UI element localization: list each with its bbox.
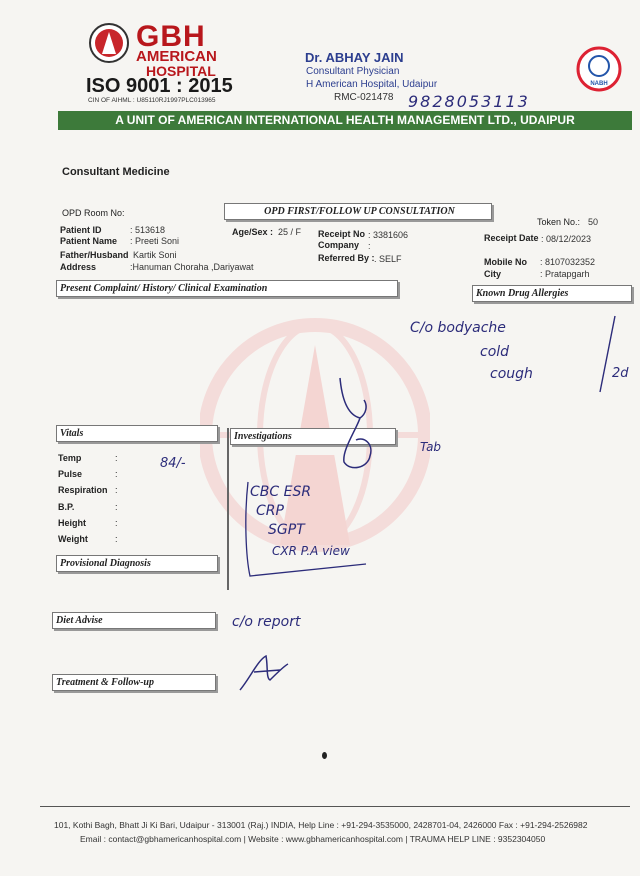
age-sex-label: Age/Sex : xyxy=(232,227,274,237)
complaint-handwriting-3: cough xyxy=(490,366,533,382)
brand-line-american: AMERICAN xyxy=(136,48,217,65)
section-vitals: Vitals xyxy=(56,425,218,442)
vital-respiration-label: Respiration xyxy=(58,485,108,495)
section-treatment: Treatment & Follow-up xyxy=(52,674,216,691)
investigation-line-1: CBC ESR xyxy=(250,484,312,500)
complaint-handwriting-1: C/o bodyache xyxy=(410,320,506,336)
vertical-divider xyxy=(227,428,229,590)
doctor-title: Consultant Physician xyxy=(306,66,400,77)
complaint-handwriting-2: cold xyxy=(480,344,510,360)
company-banner: A UNIT OF AMERICAN INTERNATIONAL HEALTH MANAGEMENT LTD., UDAIPUR xyxy=(58,111,632,130)
patient-id-label: Patient ID xyxy=(60,225,102,235)
brand-name: GBH xyxy=(136,20,206,53)
receipt-no-label: Receipt No xyxy=(318,229,366,239)
mobile-label: Mobile No xyxy=(484,257,527,267)
vital-height-label: Height xyxy=(58,518,86,528)
gbh-logo xyxy=(88,22,130,64)
patient-name-value: : Preeti Soni xyxy=(130,236,180,246)
footer-contact: Email : contact@gbhamericanhospital.com | Website : www.gbhamericanhospital.com | TRAUMA HELP LINE : 9352304050 xyxy=(80,834,546,844)
patient-name-label: Patient Name xyxy=(60,236,118,246)
company-value: : xyxy=(368,241,371,251)
iso-certification: ISO 9001 : 2015 xyxy=(86,75,233,97)
vital-colon: : xyxy=(115,453,118,463)
referred-value: . SELF xyxy=(374,254,402,264)
footer-divider xyxy=(40,806,630,807)
nabh-seal xyxy=(576,46,622,92)
nabh-label: NABH xyxy=(590,81,608,87)
vital-pulse-label: Pulse xyxy=(58,469,83,479)
token-value: 50 xyxy=(588,217,599,227)
pulse-handwritten: 84/- xyxy=(160,456,186,471)
signature-handwriting xyxy=(236,650,296,694)
rx-sign-handwriting xyxy=(330,370,380,474)
receipt-no-value: : 3381606 xyxy=(368,230,409,240)
opd-room-label: OPD Room No: xyxy=(62,208,125,218)
city-value: : Pratapgarh xyxy=(540,269,590,279)
complaint-duration: 2d xyxy=(612,366,629,381)
vital-bp-label: B.P. xyxy=(58,502,75,512)
section-diet: Diet Advise xyxy=(52,612,216,629)
vital-colon: : xyxy=(115,502,118,512)
vital-colon: : xyxy=(115,469,118,479)
ink-dot xyxy=(322,752,327,759)
consultation-title: OPD FIRST/FOLLOW UP CONSULTATION xyxy=(224,203,492,220)
mobile-value: : 8107032352 xyxy=(540,257,596,267)
receipt-date-label: Receipt Date xyxy=(484,233,539,243)
vital-temp-label: Temp xyxy=(58,453,82,463)
investigation-bracket xyxy=(236,478,376,582)
father-value: Kartik Soni xyxy=(133,250,177,260)
address-value: :Hanuman Choraha ,Dariyawat xyxy=(130,262,254,272)
department-title: Consultant Medicine xyxy=(62,166,170,178)
bracket-mark xyxy=(590,312,620,398)
token-label: Token No.: xyxy=(537,217,581,227)
referred-label: Referred By : xyxy=(318,253,375,263)
investigation-line-3: SGPT xyxy=(268,522,305,538)
company-label: Company xyxy=(318,240,360,250)
cin-number: CIN OF AIHML : U85110RJ1997PLC013965 xyxy=(88,97,216,104)
section-complaint: Present Complaint/ History/ Clinical Examination xyxy=(56,280,398,297)
tab-handwriting: Tab xyxy=(420,440,442,454)
vital-colon: : xyxy=(115,518,118,528)
doctor-hospital: H American Hospital, Udaipur xyxy=(306,79,438,90)
footer-address: 101, Kothi Bagh, Bhatt Ji Ki Bari, Udaipur - 313001 (Raj.) INDIA, Help Line : +91-294-3535000, 2428701-04, 2426000 Fax : +91-294-2526982 xyxy=(54,820,588,830)
section-provisional: Provisional Diagnosis xyxy=(56,555,218,572)
father-label: Father/Husband xyxy=(60,250,129,260)
vital-colon: : xyxy=(115,485,118,495)
receipt-date-value: : 08/12/2023 xyxy=(541,234,592,244)
doctor-name: Dr. ABHAY JAIN xyxy=(305,50,404,65)
vital-weight-label: Weight xyxy=(58,534,88,544)
doctor-registration: RMC-021478 xyxy=(334,92,394,103)
section-allergies: Known Drug Allergies xyxy=(472,285,632,302)
investigation-line-4: CXR P.A view xyxy=(272,544,350,558)
age-sex-value: 25 / F xyxy=(278,227,302,237)
patient-id-value: : 513618 xyxy=(130,225,166,235)
report-handwriting: c/o report xyxy=(232,614,301,630)
investigation-line-2: CRP xyxy=(256,503,284,519)
handwritten-phone: 9828053113 xyxy=(408,92,530,111)
city-label: City xyxy=(484,269,502,279)
vital-colon: : xyxy=(115,534,118,544)
address-label: Address xyxy=(60,262,97,272)
brand-line-hospital: HOSPITAL xyxy=(146,63,216,79)
section-investigations: Investigations xyxy=(230,428,396,445)
